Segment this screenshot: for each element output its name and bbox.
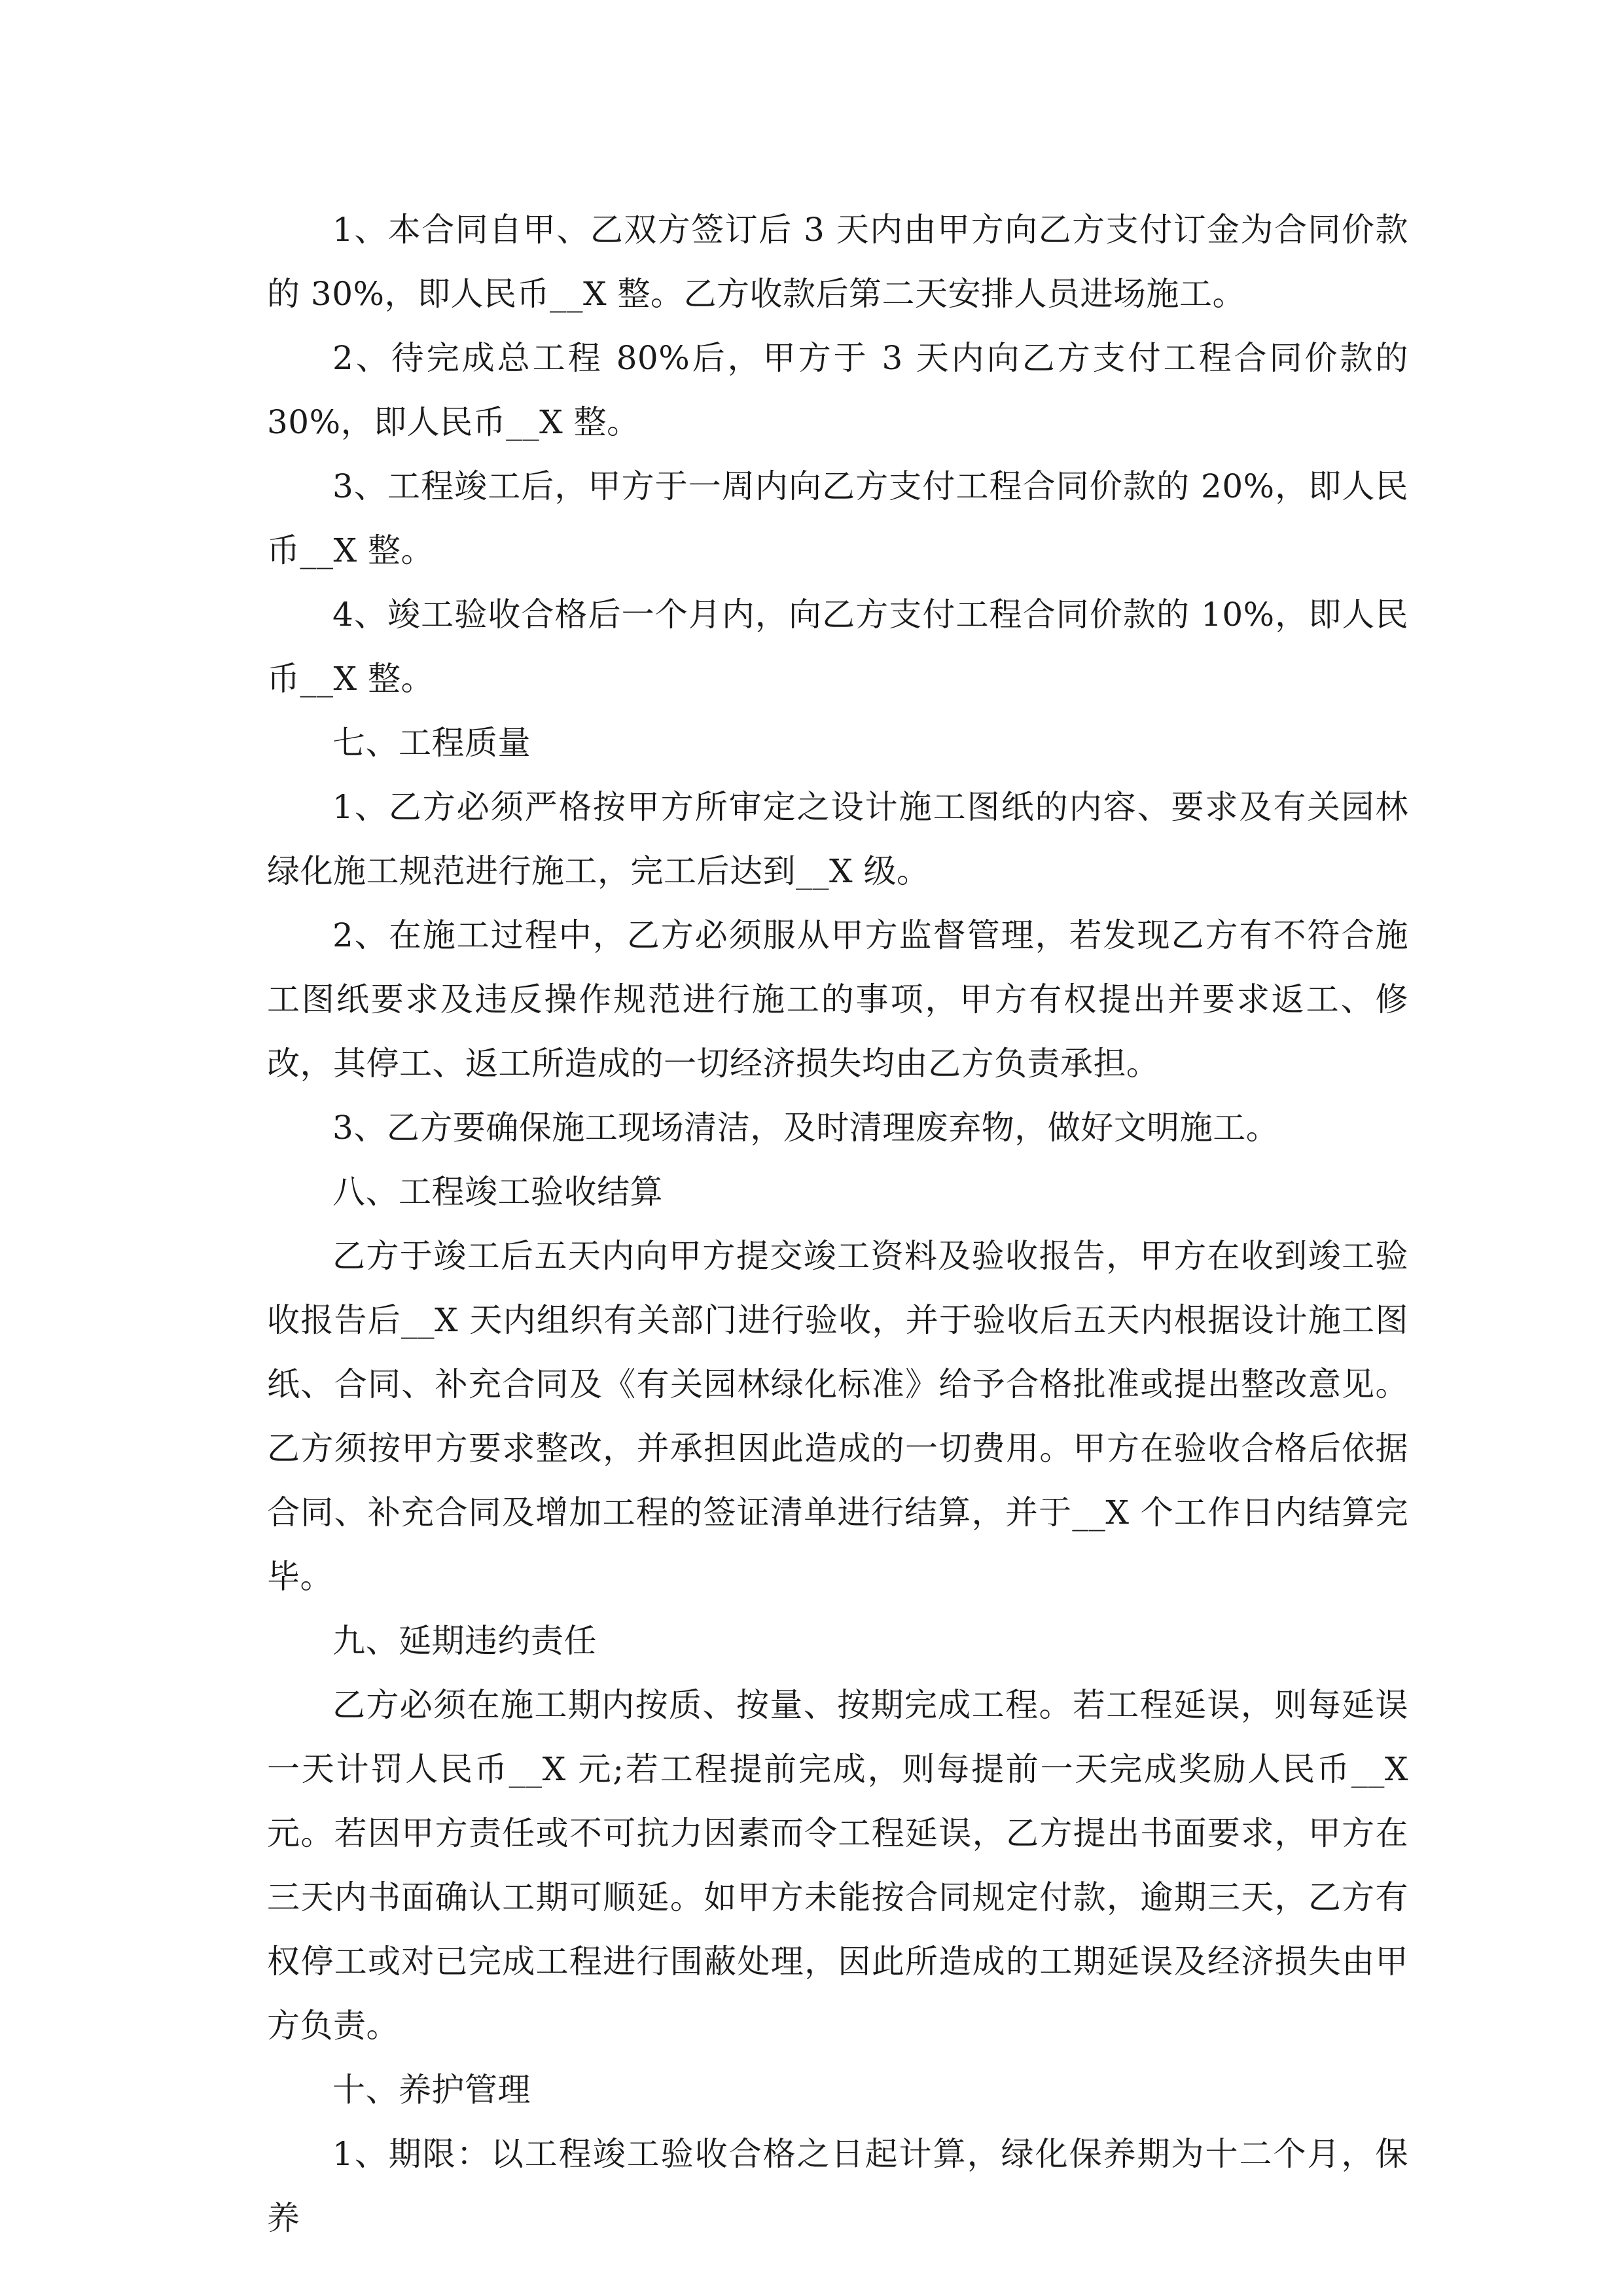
maintenance-clause-1: 1、期限：以工程竣工验收合格之日起计算，绿化保养期为十二个月，保养 — [267, 2135, 1408, 2237]
quality-clause-3: 3、乙方要确保施工现场清洁，及时清理废弃物，做好文明施工。 — [332, 1109, 1279, 1147]
payment-clause-3: 3、工程竣工后，甲方于一周内向乙方支付工程合同价款的 20%，即人民币__X 整。 — [267, 467, 1408, 569]
payment-clause-1: 1、本合同自甲、乙双方签订后 3 天内由甲方向乙方支付订金为合同价款的 30%，即人民币__X 整。乙方收款后第二天安排人员进场施工。 — [267, 211, 1408, 313]
section-heading-maintenance: 十、养护管理 — [332, 2071, 531, 2109]
section-heading-delay: 九、延期违约责任 — [332, 1622, 597, 1660]
acceptance-clause: 乙方于竣工后五天内向甲方提交竣工资料及验收报告，甲方在收到竣工验收报告后__X 天内组织有关部门进行验收，并于验收后五天内根据设计施工图纸、合同、补充合同及《有关园林绿化标准》给予合格批准或提出整改意见。乙方须按甲方要求整改，并承担因此造成的一切费用。甲方在验收合格后依据合同、补充合同及增加工程的签证清单进行结算，并于__X 个工作日内结算完毕。 — [267, 1237, 1408, 1596]
document-body — [267, 198, 1408, 2250]
section-heading-quality: 七、工程质量 — [332, 724, 531, 762]
section-heading-acceptance: 八、工程竣工验收结算 — [332, 1173, 663, 1211]
quality-clause-1: 1、乙方必须严格按甲方所审定之设计施工图纸的内容、要求及有关园林绿化施工规范进行施工，完工后达到__X 级。 — [267, 788, 1408, 890]
delay-clause: 乙方必须在施工期内按质、按量、按期完成工程。若工程延误，则每延误一天计罚人民币__X 元;若工程提前完成，则每提前一天完成奖励人民币__X 元。若因甲方责任或不可抗力因素而令工程延误，乙方提出书面要求，甲方在三天内书面确认工期可顺延。如甲方未能按合同规定付款，逾期三天，乙方有权停工或对已完成工程进行围蔽处理，因此所造成的工期延误及经济损失由甲方负责。 — [267, 1686, 1408, 2045]
payment-clause-2: 2、待完成总工程 80%后，甲方于 3 天内向乙方支付工程合同价款的 30%，即人民币__X 整。 — [267, 339, 1408, 441]
payment-clause-4: 4、竣工验收合格后一个月内，向乙方支付工程合同价款的 10%，即人民币__X 整。 — [267, 596, 1408, 698]
quality-clause-2: 2、在施工过程中，乙方必须服从甲方监督管理，若发现乙方有不符合施工图纸要求及违反操作规范进行施工的事项，甲方有权提出并要求返工、修改，其停工、返工所造成的一切经济损失均由乙方负责承担。 — [267, 916, 1408, 1083]
